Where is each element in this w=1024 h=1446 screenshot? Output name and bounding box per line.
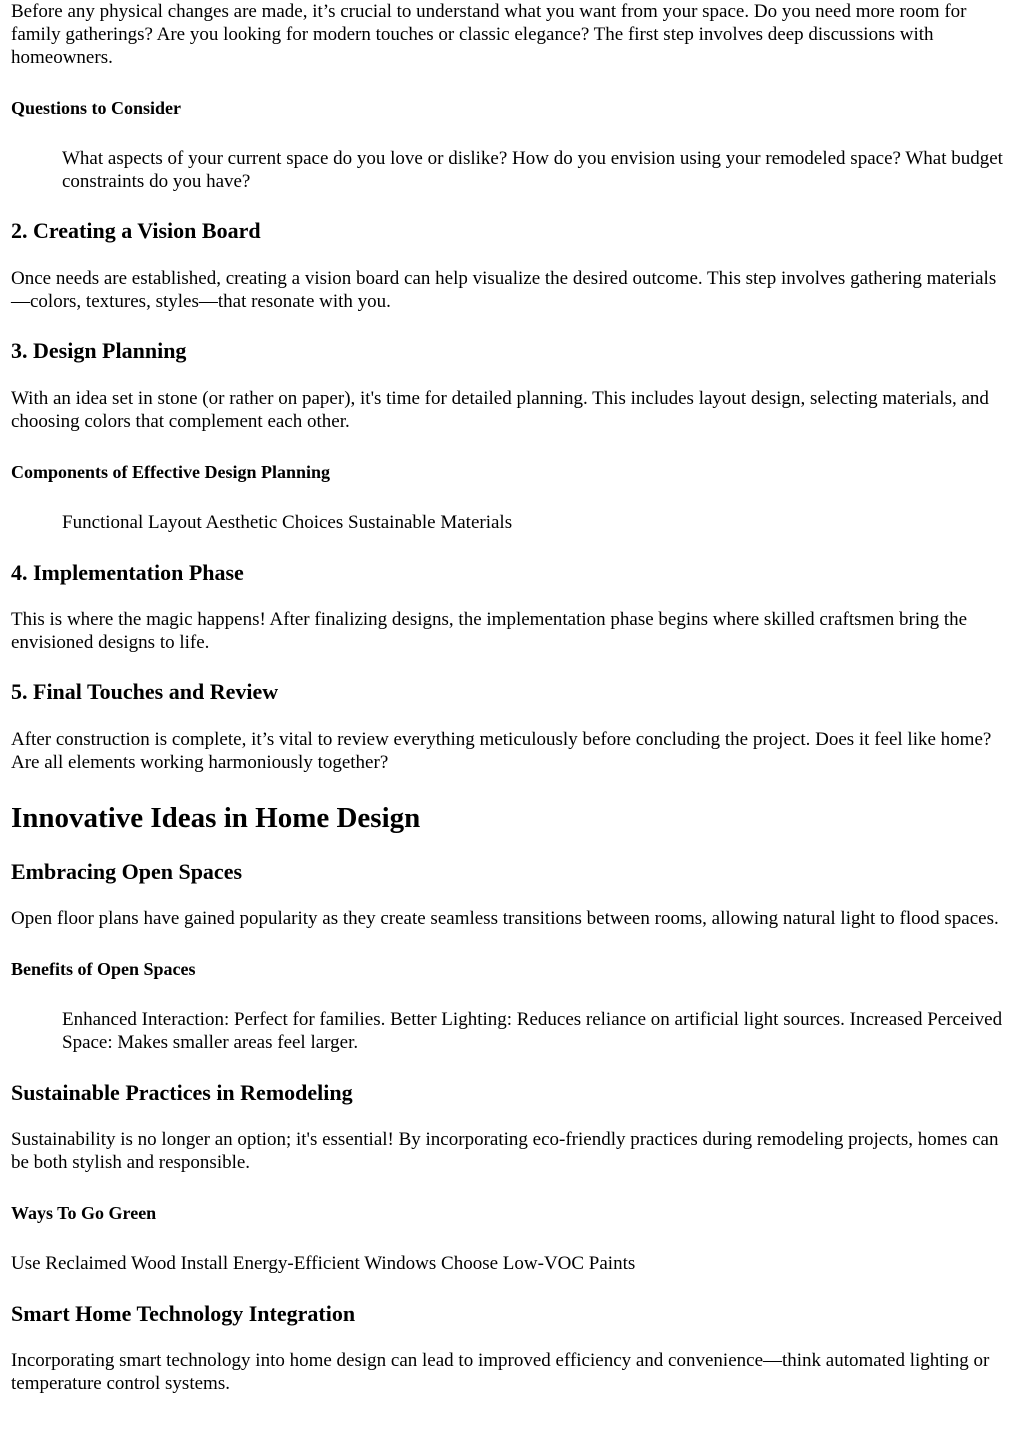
questions-heading: Questions to Consider <box>11 98 182 118</box>
questions-blockquote: What aspects of your current space do you love or dislike? How do you envision using your remodeled space? What budget constraints do you have? <box>62 148 1003 192</box>
go-green-paragraph: Use Reclaimed Wood Install Energy-Efficient Windows Choose Low-VOC Paints <box>11 1253 636 1274</box>
open-spaces-benefits-heading: Benefits of Open Spaces <box>11 959 196 979</box>
article-body <box>11 0 1006 1395</box>
open-spaces-heading: Embracing Open Spaces <box>11 859 243 884</box>
open-spaces-paragraph: Open floor plans have gained popularity as they create seamless transitions between rooms, allowing natural light to flood spaces. <box>11 908 999 929</box>
design-components-blockquote: Functional Layout Aesthetic Choices Sustainable Materials <box>62 512 513 533</box>
design-components-heading: Components of Effective Design Planning <box>11 462 330 482</box>
smart-home-paragraph: Incorporating smart technology into home design can lead to improved efficiency and convenience—think automated lighting or temperature control systems. <box>11 1350 990 1394</box>
intro-paragraph: Before any physical changes are made, it’s crucial to understand what you want from your space. Do you need more room for family gatherings? Are you looking for modern touches or classic elegance? The first step involves deep discussions with homeowners. <box>11 1 967 68</box>
design-planning-paragraph: With an idea set in stone (or rather on paper), it's time for detailed planning. This includes layout design, selecting materials, and choosing colors that complement each other. <box>11 388 989 432</box>
go-green-heading: Ways To Go Green <box>11 1203 157 1223</box>
final-touches-heading: 5. Final Touches and Review <box>11 679 279 704</box>
final-touches-paragraph: After construction is complete, it’s vital to review everything meticulously before concluding the project. Does it feel like home? Are all elements working harmoniously together? <box>11 729 992 773</box>
implementation-paragraph: This is where the magic happens! After finalizing designs, the implementation phase begins where skilled craftsmen bring the envisioned designs to life. <box>11 609 968 653</box>
design-planning-heading: 3. Design Planning <box>11 338 187 363</box>
innovative-ideas-heading: Innovative Ideas in Home Design <box>11 802 421 834</box>
sustainable-paragraph: Sustainability is no longer an option; it's essential! By incorporating eco-friendly practices during remodeling projects, homes can be both stylish and responsible. <box>11 1129 999 1173</box>
open-spaces-benefits-blockquote: Enhanced Interaction: Perfect for families. Better Lighting: Reduces reliance on artificial light sources. Increased Perceived Space: Makes smaller areas feel larger. <box>62 1009 1003 1053</box>
vision-board-paragraph: Once needs are established, creating a vision board can help visualize the desired outcome. This step involves gathering materials—colors, textures, styles—that resonate with you. <box>11 268 997 312</box>
vision-board-heading: 2. Creating a Vision Board <box>11 218 261 243</box>
smart-home-heading: Smart Home Technology Integration <box>11 1301 356 1326</box>
sustainable-heading: Sustainable Practices in Remodeling <box>11 1080 353 1105</box>
implementation-heading: 4. Implementation Phase <box>11 560 244 585</box>
